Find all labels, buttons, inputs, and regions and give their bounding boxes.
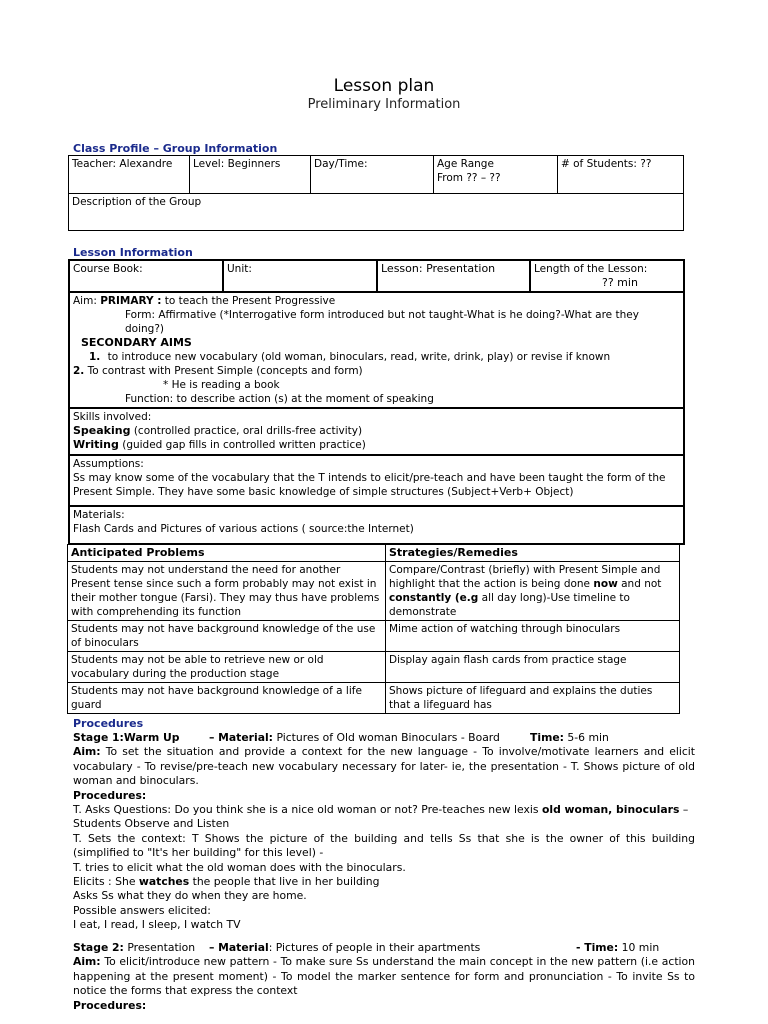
problems-header: Anticipated Problems — [68, 545, 386, 562]
unit-cell: Unit: — [223, 260, 377, 292]
stage-1-line-5c: the people that live in her building — [192, 875, 380, 889]
problem-cell: Students may not understand the need for another Present tense since such a form probably may not exist in their mother tongue (Farsi). They may thus have problems with comprehending its function — [68, 562, 386, 621]
function-line: Function: to describe action (s) at the moment of speaking — [125, 393, 434, 405]
teacher-cell: Teacher: Alexandre — [69, 156, 190, 194]
stage-2-material-label: – Material — [209, 941, 269, 954]
stage-1-line-4: T. tries to elicit what the old woman does with the binoculars. — [73, 860, 406, 874]
stage-1-lexis: old woman, binoculars — [541, 803, 680, 817]
stage-1-aim: To set the situation and provide a context for the new language - To involve/motivate learners and elicit vocabulary - To revise/pre-teach new vocabulary necessary for later- ie, the presentation - T. Shows picture of old woman and binoculars. — [73, 745, 696, 788]
form-line: Form: Affirmative (*Interrogative form introduced but not taught-What is he doing?-What are they doing?) — [125, 309, 639, 335]
page-subtitle: Preliminary Information — [307, 97, 461, 112]
length-label: Length of the Lesson: — [534, 263, 648, 275]
remedy-cell: Shows picture of lifeguard and explains the duties that a lifeguard has — [386, 683, 680, 714]
stage-1-procedures-label: Procedures: — [73, 788, 147, 802]
secondary-aim-2-num: 2. — [73, 365, 85, 377]
secondary-aims-label: SECONDARY AIMS — [81, 336, 192, 349]
assumptions-label: Assumptions: — [73, 458, 144, 470]
course-book-cell: Course Book: — [69, 260, 223, 292]
lesson-cell: Lesson: Presentation — [377, 260, 530, 292]
remedy-cell: Display again flash cards from practice stage — [386, 652, 680, 683]
problem-cell: Students may not have background knowledge of the use of binoculars — [68, 621, 386, 652]
materials-text: Flash Cards and Pictures of various actions ( source:the Internet) — [73, 523, 414, 535]
students-cell: # of Students: ?? — [558, 156, 684, 194]
materials-label: Materials: — [73, 509, 125, 521]
group-description-cell: Description of the Group — [69, 194, 684, 231]
stage-1-time: 5-6 min — [567, 731, 609, 744]
speaking-text: (controlled practice, oral drills-free activity) — [133, 425, 363, 437]
age-range-cell — [434, 156, 558, 194]
writing-text: (guided gap fills in controlled written practice) — [122, 439, 366, 451]
secondary-aim-2: To contrast with Present Simple (concepts and form) — [87, 365, 363, 377]
level-cell: Level: Beginners — [190, 156, 311, 194]
stage-1 — [73, 731, 695, 933]
aim-label: Aim: — [73, 295, 97, 307]
problem-cell: Students may not be able to retrieve new or old vocabulary during the production stage — [68, 652, 386, 683]
stage-2-aim: To elicit/introduce new pattern - To make sure Ss understand the main concept in the new pattern (i.e action happening at the present moment) - To model the marker sentence for form and pronunciation - To invite Ss to notice the forms that express the context — [73, 955, 696, 998]
page-title: Lesson plan — [333, 76, 435, 96]
stage-1-line-1c: – — [682, 803, 689, 817]
example-sentence: * He is reading a book — [163, 379, 280, 391]
secondary-aim-1-num: 1. — [89, 351, 101, 363]
remedy-emph-constantly: constantly (e.g — [389, 592, 479, 604]
stage-1-watches: watches — [138, 875, 190, 889]
skills-label: Skills involved: — [73, 411, 152, 423]
stage-2-time: 10 min — [621, 941, 660, 954]
problem-cell: Students may not have background knowledge of a life guard — [68, 683, 386, 714]
stage-1-line-7: Possible answers elicited: — [73, 903, 211, 917]
remedy-cell: Mime action of watching through binoculars — [386, 621, 680, 652]
stage-1-material-label: – Material: — [209, 731, 274, 744]
materials-cell — [69, 506, 684, 544]
aims-cell — [69, 292, 684, 408]
stage-1-line-3: T. Sets the context: T Shows the picture of the building and tells Ss that she is the owner of this building (simplified to "It's her building" for this level) - — [73, 831, 695, 860]
stage-1-line-6: Asks Ss what they do when they are home. — [73, 889, 307, 903]
day-time-cell: Day/Time: — [311, 156, 434, 194]
lesson-info-table — [68, 259, 685, 545]
remedy-emph-now: now — [593, 578, 618, 590]
stage-1-label: Stage 1:Warm Up — [73, 731, 180, 744]
problems-table — [67, 544, 680, 714]
assumptions-cell — [69, 455, 684, 506]
assumptions-text: Ss may know some of the vocabulary that the T intends to elicit/pre-teach and have been taught the form of the Present Simple. They have some basic knowledge of simple structures (Subject+Verb+ Object) — [73, 472, 666, 498]
remedy-text-b: and not — [621, 578, 662, 590]
class-profile-table — [68, 155, 684, 231]
stage-2-label: Stage 2: — [73, 941, 124, 954]
length-value: ?? min — [602, 276, 638, 289]
class-profile-heading: Class Profile – Group Information — [73, 142, 278, 155]
stage-2-aim-label: Aim: — [73, 955, 101, 969]
stage-1-line-8: I eat, I read, I sleep, I watch TV — [73, 918, 241, 932]
procedures-heading: Procedures — [73, 717, 144, 730]
age-range-label: Age Range — [437, 158, 494, 170]
primary-label: PRIMARY : — [100, 295, 162, 307]
stage-2 — [73, 941, 695, 1013]
stage-1-time-label: Time: — [530, 731, 564, 744]
stage-1-line-5a: Elicits : She — [73, 875, 136, 889]
stage-2-label-text: Presentation — [127, 941, 196, 954]
primary-text: to teach the Present Progressive — [164, 295, 336, 307]
remedy-text-a: Compare/Contrast (briefly) with Present Simple and highlight that the action is being done — [389, 564, 661, 590]
remedies-header: Strategies/Remedies — [386, 545, 680, 562]
secondary-aim-1: to introduce new vocabulary (old woman, binoculars, read, write, drink, play) or revise if known — [107, 351, 611, 363]
remedy-text-c: all day long)-Use timeline to demonstrate — [389, 592, 630, 618]
remedy-cell — [386, 562, 680, 621]
stage-2-material: : Pictures of people in their apartments — [268, 941, 481, 954]
stage-2-time-label: - Time: — [576, 941, 619, 954]
speaking-label: Speaking — [73, 424, 131, 437]
lesson-info-heading: Lesson Information — [73, 246, 193, 259]
skills-cell — [69, 408, 684, 455]
writing-label: Writing — [73, 438, 119, 451]
length-cell — [530, 260, 684, 292]
stage-1-aim-label: Aim: — [73, 745, 101, 759]
stage-1-line-2: Students Observe and Listen — [73, 817, 230, 831]
stage-1-line-1a: T. Asks Questions: Do you think she is a nice old woman or not? Pre-teaches new lexis — [73, 803, 539, 817]
age-range-value: From ?? – ?? — [437, 172, 501, 184]
stage-1-material: Pictures of Old woman Binoculars - Board — [276, 731, 500, 744]
stage-2-procedures-label: Procedures: — [73, 998, 147, 1012]
